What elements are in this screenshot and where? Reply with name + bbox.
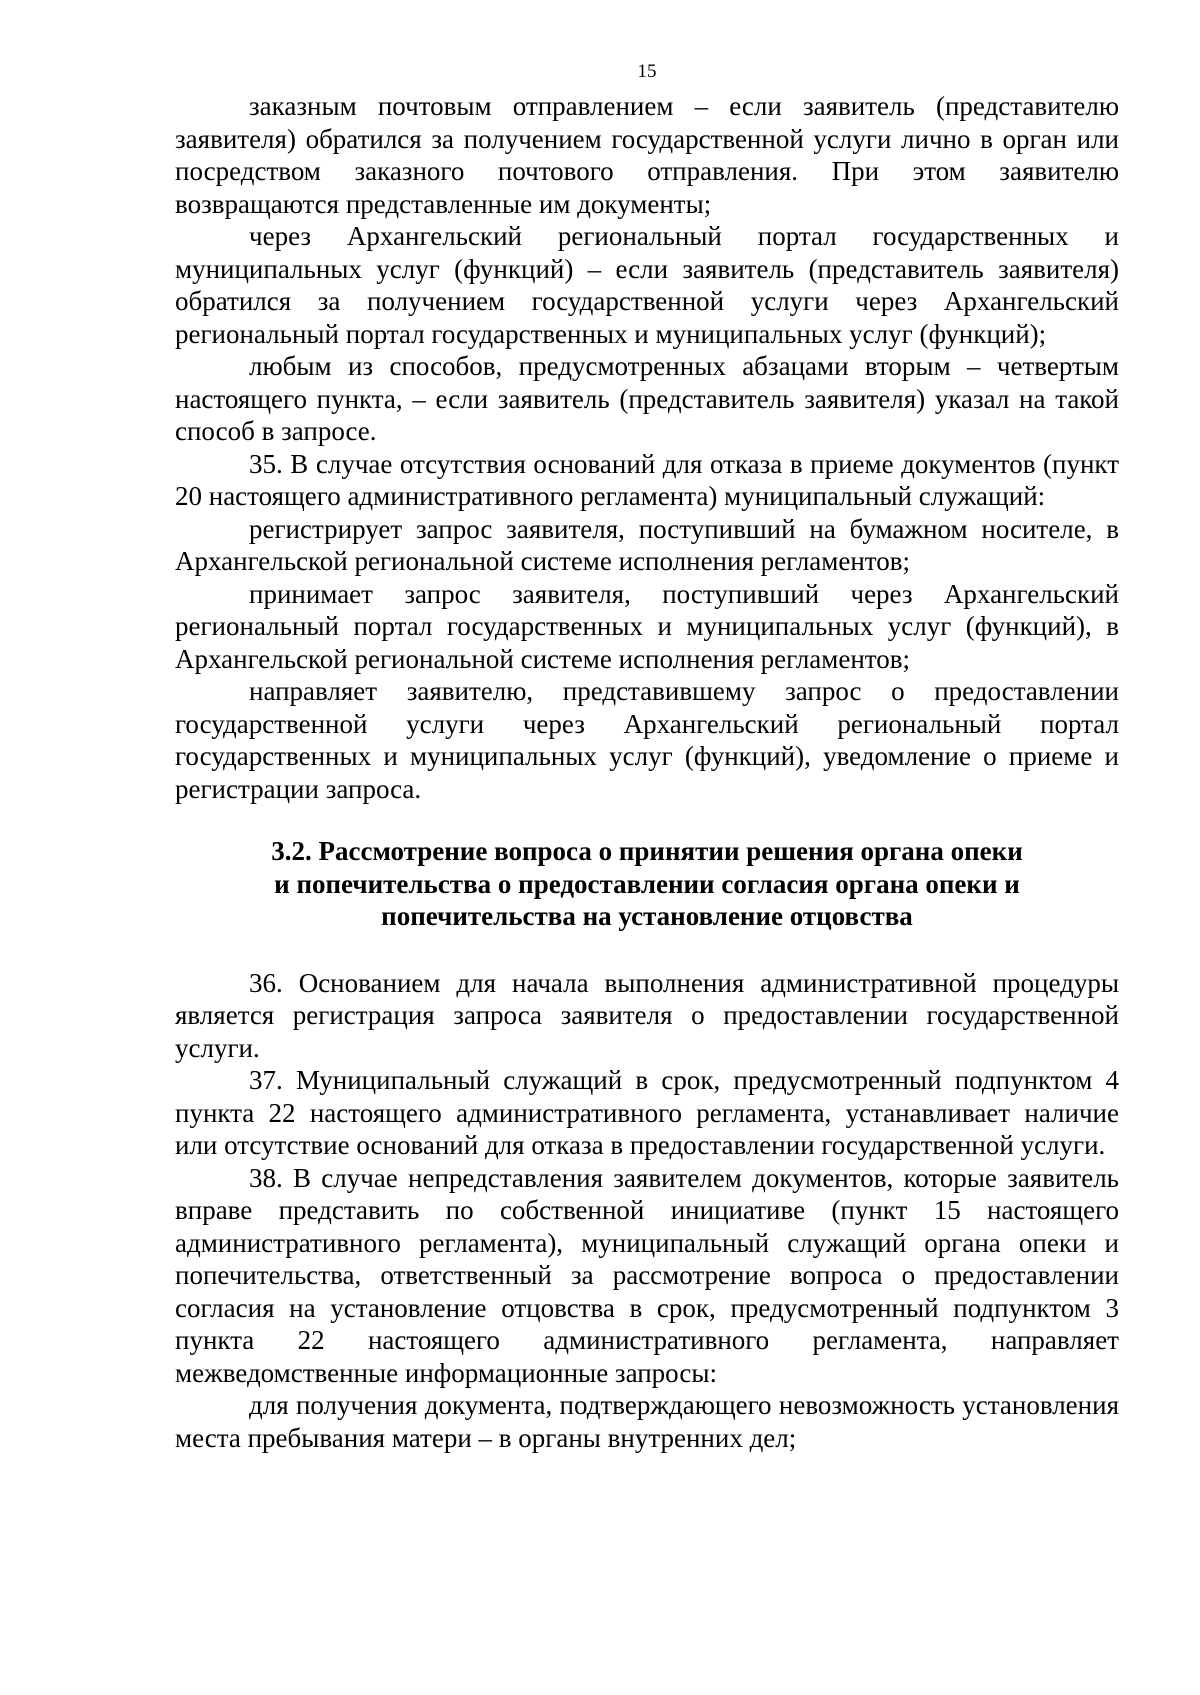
document-page (175, 60, 1119, 1454)
section-heading-line: попечительства на установление отцовства (381, 901, 913, 931)
paragraph: для получения документа, подтверждающего невозможность установления места пребывания матери – в органы внутренних дел; (175, 1390, 1119, 1453)
paragraph-36: 36. Основанием для начала выполнения административной процедуры является регистрация запроса заявителя о предоставлении государственной услуги. (175, 967, 1119, 1063)
paragraph-38: 38. В случае непредставления заявителем документов, которые заявитель вправе представить по собственной инициативе (пункт 15 настоящего административного регламента), муниципальный служащий органа опеки и попечительства, ответственный за рассмотрение вопроса о предоставлении согласия на установление отцовства в срок, предусмотренный подпунктом 3 пункта 22 настоящего административного регламента, направляет межведомственные информационные запросы: (175, 1162, 1119, 1388)
section-heading-line: и попечительства о предоставлении согласия органа опеки и (274, 868, 1020, 899)
paragraph: любым из способов, предусмотренных абзацами вторым – четвертым настоящего пункта, – если заявитель (представитель заявителя) указал на такой способ в запросе. (175, 351, 1119, 446)
paragraph-37: 37. Муниципальный служащий в срок, предусмотренный подпунктом 4 пункта 22 настоящего административного регламента, устанавливает наличие или отсутствие оснований для отказа в предоставлении государственной услуги. (175, 1065, 1119, 1160)
paragraph: заказным почтовым отправлением – если заявитель (представителю заявителя) обратился за получением государственной услуги лично в орган или посредством заказного почтового отправления. При этом заявителю возвращаются представленные им документы; (175, 91, 1119, 219)
paragraph: регистрирует запрос заявителя, поступивший на бумажном носителе, в Архангельской региональной системе исполнения регламентов; (175, 513, 1119, 576)
section-heading-line: 3.2. Рассмотрение вопроса о принятии решения органа опеки (271, 836, 1023, 866)
paragraph: направляет заявителю, представившему запрос о предоставлении государственной услуги через Архангельский региональный портал государственных и муниципальных услуг (функций), уведомление о приеме и регистрации запроса. (175, 676, 1119, 804)
section-heading (175, 835, 1119, 933)
paragraph: через Архангельский региональный портал государственных и муниципальных услуг (функций) – если заявитель (представитель заявителя) обратился за получением государственной услуги через Архангельский региональный портал государственных и муниципальных услуг (функций); (175, 221, 1119, 349)
paragraph: принимает запрос заявителя, поступивший через Архангельский региональный портал государственных и муниципальных услуг (функций), в Архангельской региональной системе исполнения регламентов; (175, 578, 1119, 674)
paragraph-35: 35. В случае отсутствия оснований для отказа в приеме документов (пункт 20 настоящего административного регламента) муниципальный служащий: (175, 448, 1119, 511)
page-number: 15 (637, 61, 657, 82)
